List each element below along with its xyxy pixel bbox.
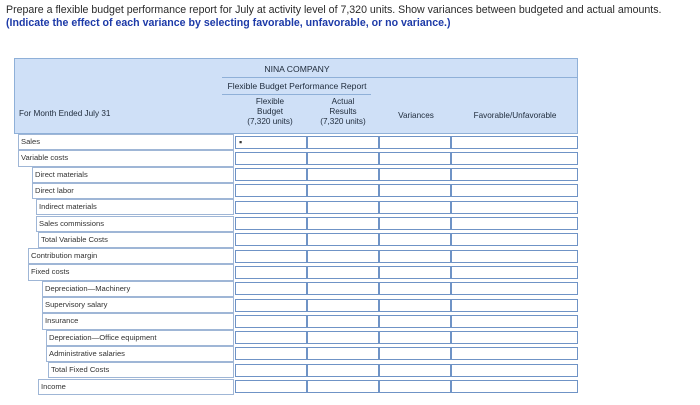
effect-select[interactable] xyxy=(451,364,578,377)
variance-cell[interactable] xyxy=(379,266,451,279)
actual-results-cell[interactable] xyxy=(307,152,379,165)
report-title: Flexible Budget Performance Report xyxy=(227,81,367,91)
report-header xyxy=(14,58,578,134)
actual-results-cell[interactable] xyxy=(307,250,379,263)
row-label: Indirect materials xyxy=(39,202,97,212)
performance-report-table xyxy=(14,58,578,391)
effect-select[interactable] xyxy=(451,266,578,279)
row-label: Total Variable Costs xyxy=(41,234,108,244)
flexible-budget-cell[interactable] xyxy=(235,184,307,197)
row-label: Insurance xyxy=(45,316,79,326)
flexible-budget-cell[interactable] xyxy=(235,364,307,377)
variance-cell[interactable] xyxy=(379,168,451,181)
prompt-text: Prepare a flexible budget performance report for July at activity level of 7,320 units. Show variances between budgeted and actual amounts. xyxy=(6,4,662,16)
flexible-budget-cell[interactable] xyxy=(235,136,307,149)
company-name: NINA COMPANY xyxy=(264,64,330,74)
actual-results-cell[interactable] xyxy=(307,331,379,344)
variance-cell[interactable] xyxy=(379,184,451,197)
flexible-budget-cell[interactable] xyxy=(235,331,307,344)
variance-cell[interactable] xyxy=(379,315,451,328)
prompt-instruction: (Indicate the effect of each variance by selecting favorable, unfavorable, or no variance.) xyxy=(6,17,451,29)
effect-select[interactable] xyxy=(451,168,578,181)
actual-results-cell[interactable] xyxy=(307,201,379,214)
effect-select[interactable] xyxy=(451,217,578,230)
variance-cell[interactable] xyxy=(379,201,451,214)
effect-select[interactable] xyxy=(451,315,578,328)
effect-select[interactable] xyxy=(451,299,578,312)
actual-results-cell[interactable] xyxy=(307,282,379,295)
period-label: For Month Ended July 31 xyxy=(19,109,111,118)
table-row xyxy=(18,134,234,150)
flexible-budget-cell[interactable] xyxy=(235,380,307,393)
row-label: Supervisory salary xyxy=(45,300,108,309)
row-label: Depreciation—Office equipment xyxy=(49,332,157,342)
actual-results-cell[interactable] xyxy=(307,184,379,197)
flexible-budget-cell[interactable] xyxy=(235,266,307,279)
effect-select[interactable] xyxy=(451,152,578,165)
actual-results-cell[interactable] xyxy=(307,233,379,246)
variance-cell[interactable] xyxy=(379,217,451,230)
variance-cell[interactable] xyxy=(379,136,451,149)
variance-cell[interactable] xyxy=(379,380,451,393)
variance-cell[interactable] xyxy=(379,250,451,263)
row-label: Sales commissions xyxy=(39,218,104,228)
variance-cell[interactable] xyxy=(379,152,451,165)
actual-results-cell[interactable] xyxy=(307,315,379,328)
row-label: Contribution margin xyxy=(31,251,98,261)
actual-results-header: Actual Results (7,320 units) xyxy=(320,97,366,126)
effect-select[interactable] xyxy=(451,201,578,214)
row-label: Sales xyxy=(21,137,40,146)
variance-cell[interactable] xyxy=(379,233,451,246)
effect-select[interactable] xyxy=(451,250,578,263)
table-row xyxy=(38,379,234,395)
actual-results-cell[interactable] xyxy=(307,136,379,149)
actual-results-cell[interactable] xyxy=(307,380,379,393)
effect-header: Favorable/Unfavorable xyxy=(473,111,557,120)
actual-results-cell[interactable] xyxy=(307,217,379,230)
flexible-budget-cell[interactable] xyxy=(235,282,307,295)
row-label: Administrative salaries xyxy=(49,348,125,358)
row-label: Variable costs xyxy=(21,153,69,163)
row-label: Total Fixed Costs xyxy=(51,365,110,375)
flexible-budget-cell[interactable] xyxy=(235,152,307,165)
variance-cell[interactable] xyxy=(379,331,451,344)
variance-cell[interactable] xyxy=(379,282,451,295)
flexible-budget-cell[interactable] xyxy=(235,201,307,214)
actual-results-cell[interactable] xyxy=(307,299,379,312)
variance-cell[interactable] xyxy=(379,364,451,377)
variances-header: Variances xyxy=(398,111,434,120)
problem-prompt xyxy=(6,4,694,30)
variance-cell[interactable] xyxy=(379,347,451,360)
effect-select[interactable] xyxy=(451,380,578,393)
effect-select[interactable] xyxy=(451,347,578,360)
effect-select[interactable] xyxy=(451,233,578,246)
row-label: Direct materials xyxy=(35,169,88,179)
flexible-budget-cell[interactable] xyxy=(235,217,307,230)
flexible-budget-cell[interactable] xyxy=(235,315,307,328)
actual-results-cell[interactable] xyxy=(307,266,379,279)
actual-results-cell[interactable] xyxy=(307,168,379,181)
flexible-budget-cell[interactable] xyxy=(235,233,307,246)
row-label: Direct labor xyxy=(35,185,74,195)
text-cursor: ▪ xyxy=(239,137,243,147)
actual-results-cell[interactable] xyxy=(307,364,379,377)
row-label: Fixed costs xyxy=(31,267,70,277)
flexible-budget-cell[interactable] xyxy=(235,347,307,360)
row-label: Income xyxy=(41,381,66,391)
variance-cell[interactable] xyxy=(379,299,451,312)
effect-select[interactable] xyxy=(451,282,578,295)
effect-select[interactable] xyxy=(451,136,578,149)
flexible-budget-header: Flexible Budget (7,320 units) xyxy=(247,97,293,126)
effect-select[interactable] xyxy=(451,184,578,197)
flexible-budget-cell[interactable] xyxy=(235,299,307,312)
actual-results-cell[interactable] xyxy=(307,347,379,360)
flexible-budget-cell[interactable] xyxy=(235,168,307,181)
flexible-budget-cell[interactable] xyxy=(235,250,307,263)
row-label: Depreciation—Machinery xyxy=(45,283,131,293)
effect-select[interactable] xyxy=(451,331,578,344)
